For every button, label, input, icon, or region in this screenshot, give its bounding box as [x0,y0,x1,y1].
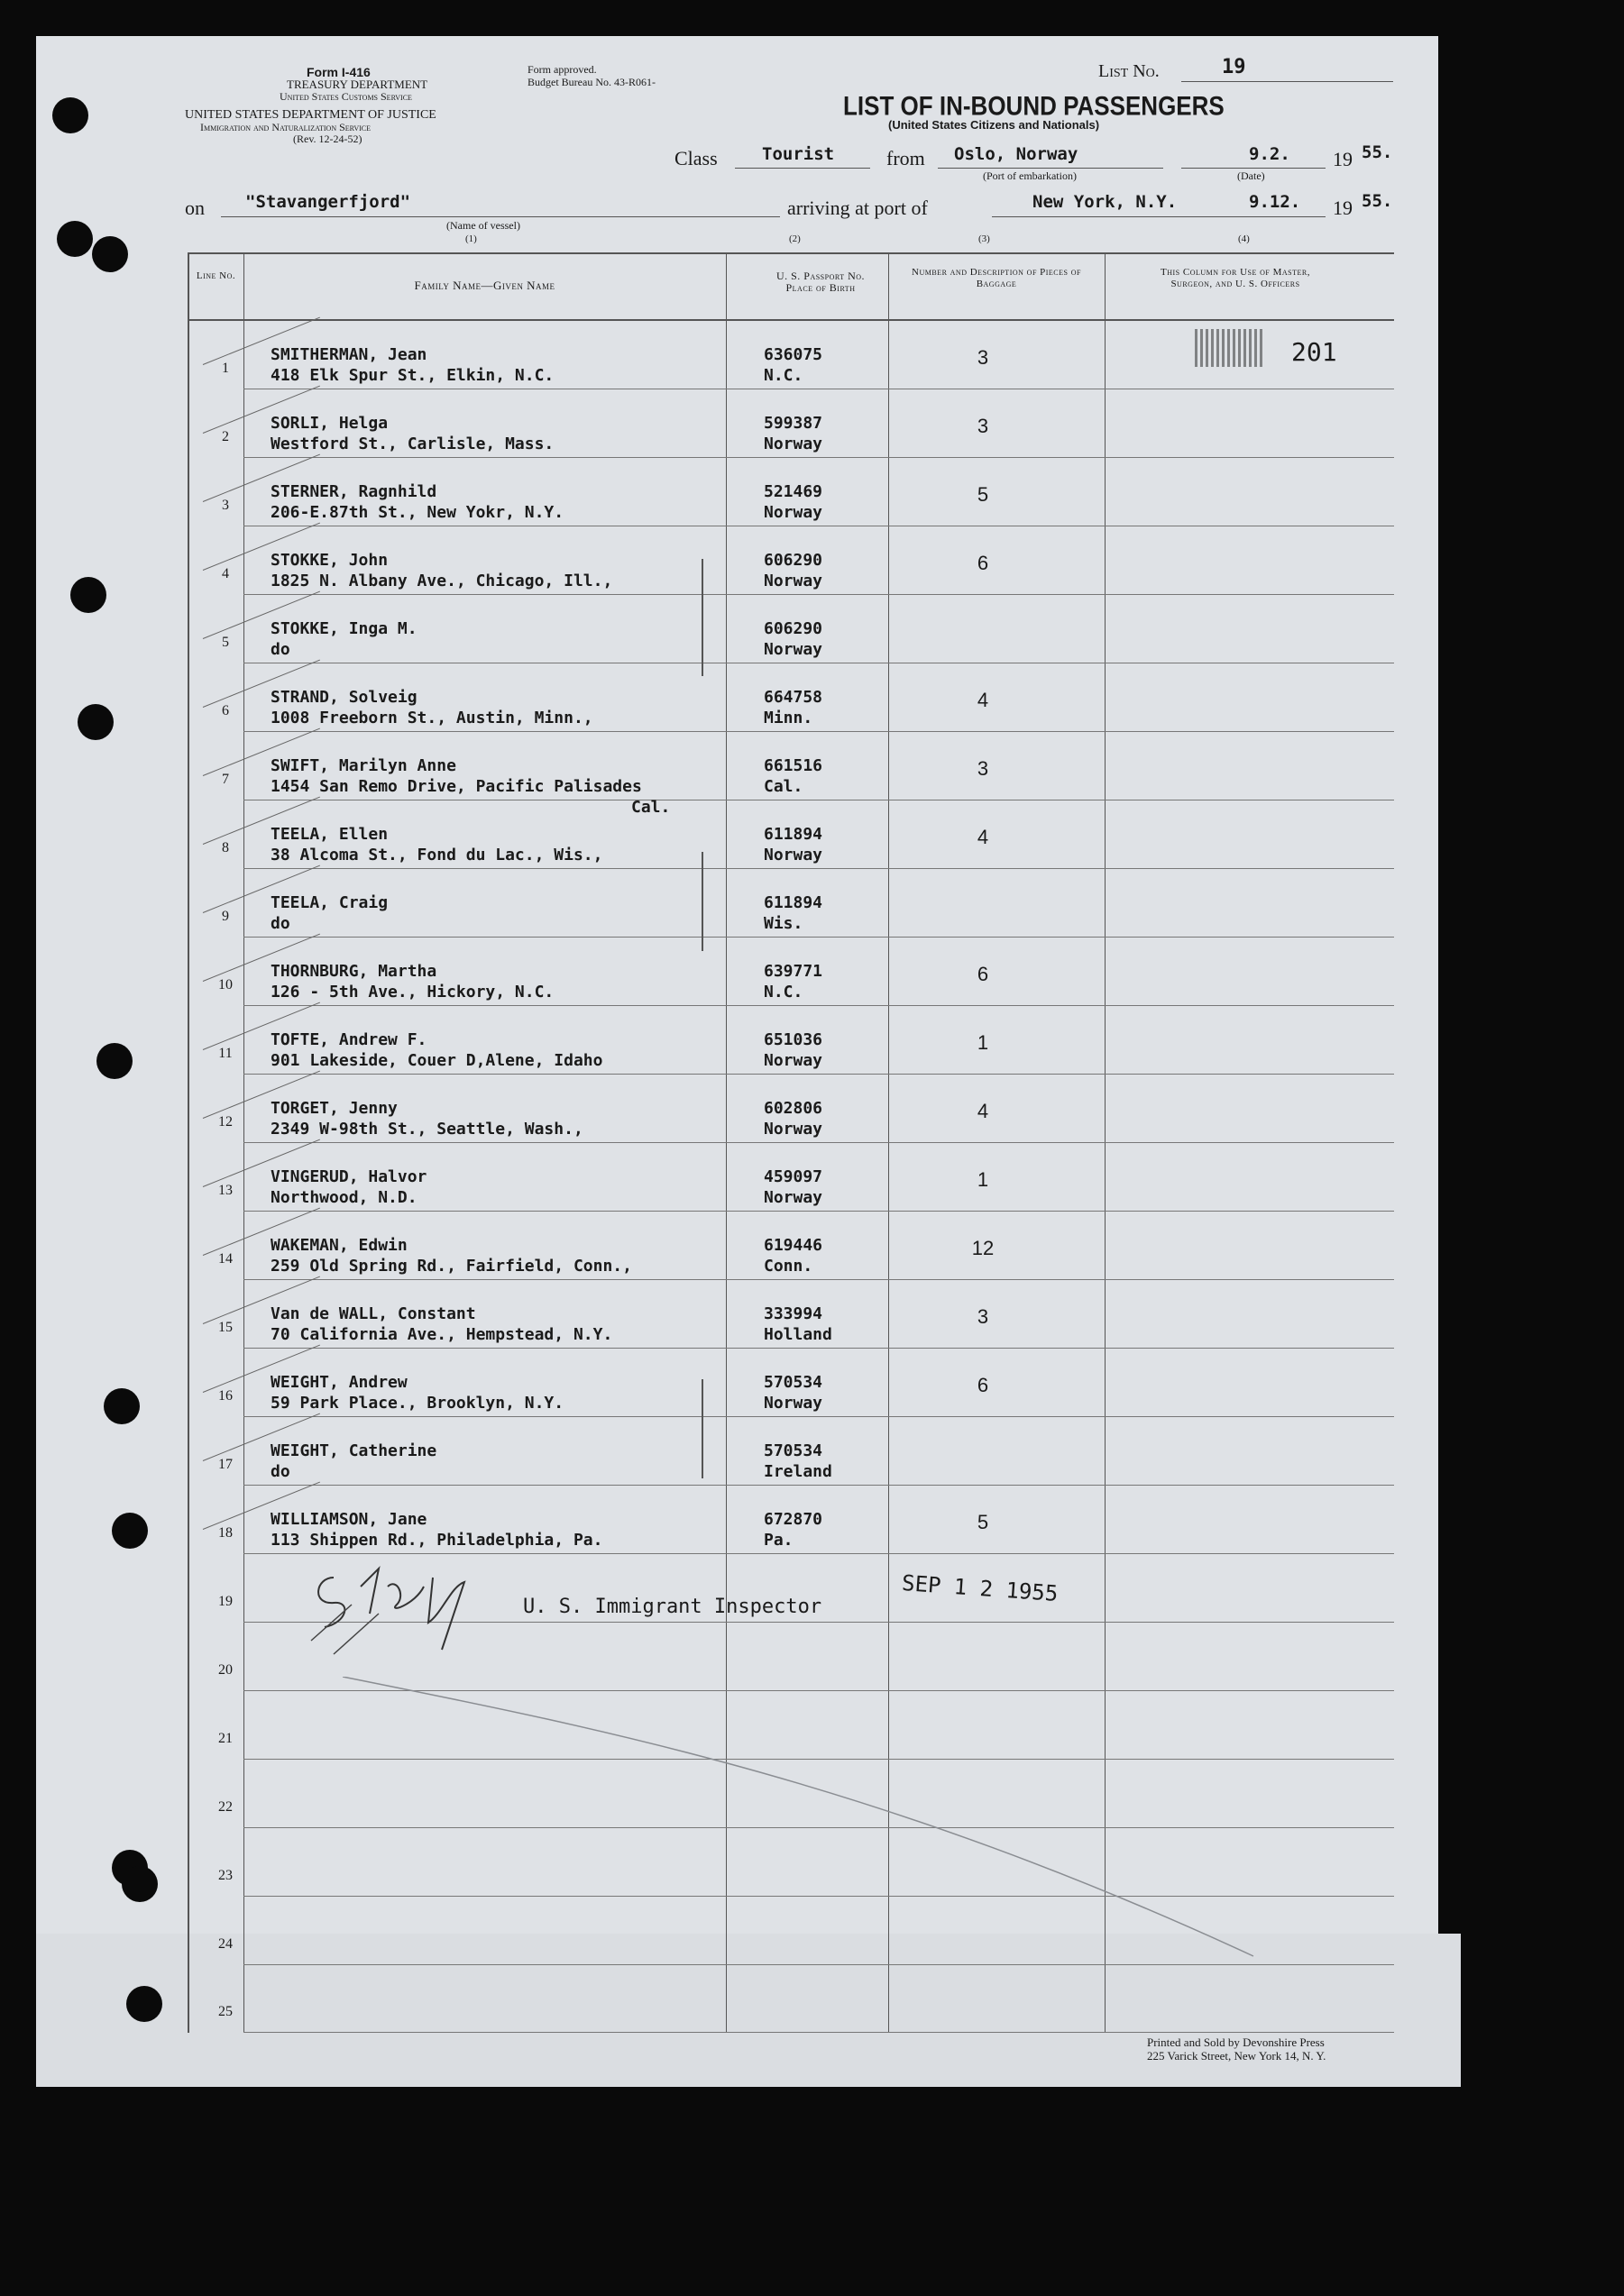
passenger-address-cont: Cal. [631,798,671,817]
caption-4: (4) [1238,233,1250,244]
baggage-count: 5 [977,483,989,506]
passenger-name: STERNER, Ragnhild [271,482,437,501]
baggage-count: 6 [977,963,989,985]
place-of-birth: N.C. [764,366,803,385]
row-separator [243,1005,1394,1006]
line-number: 24 [218,1936,233,1952]
line-number: 12 [218,1114,233,1130]
row-separator [243,1142,1394,1143]
passport-number: 611894 [764,825,823,844]
table-header-border [188,319,1394,321]
baggage-count: 3 [977,346,989,369]
passenger-name: STOKKE, Inga M. [271,619,417,638]
row-separator [243,731,1394,732]
arrival-port: New York, N.Y. [1032,192,1178,212]
line-number: 7 [222,772,229,787]
caption-3: (3) [978,233,990,244]
vessel-caption: (Name of vessel) [446,219,520,232]
place-of-birth: Holland [764,1325,832,1344]
binder-hole [70,577,106,613]
line-number: 19 [218,1594,233,1609]
binder-hole [122,1866,158,1902]
list-no-underline [1181,81,1393,82]
passenger-name: STRAND, Solveig [271,688,417,707]
row-separator [243,937,1394,938]
line-number: 13 [218,1183,233,1198]
baggage-count: 12 [971,1237,995,1259]
row-separator [243,1416,1394,1417]
budget-bureau: Budget Bureau No. 43-R061- [528,76,656,88]
row-separator [243,1485,1394,1486]
table-top-border [188,252,1394,254]
passenger-name: SWIFT, Marilyn Anne [271,756,456,775]
baggage-count: 3 [977,757,989,780]
place-of-birth: Norway [764,435,823,453]
place-of-birth: Norway [764,640,823,659]
passenger-address: 38 Alcoma St., Fond du Lac., Wis., [271,846,603,864]
line-number: 17 [218,1457,233,1472]
baggage-count: 1 [977,1031,989,1054]
binder-hole [52,97,88,133]
passenger-name: TORGET, Jenny [271,1099,398,1118]
place-of-birth: Pa. [764,1531,794,1550]
place-of-birth: N.C. [764,983,803,1002]
embark-caption: (Port of embarkation) [983,169,1077,182]
line-number: 5 [222,635,229,650]
form-number: Form I-416 [307,65,371,79]
form-subtitle: (United States Citizens and Nationals) [888,118,1100,132]
passenger-address: 2349 W-98th St., Seattle, Wash., [271,1120,583,1139]
officer-scrawl [1195,329,1262,367]
place-of-birth: Wis. [764,914,803,933]
place-of-birth: Norway [764,1051,823,1070]
baggage-count: 4 [977,826,989,848]
baggage-count: 5 [977,1511,989,1533]
line-number: 20 [218,1662,233,1678]
passenger-address: 1008 Freeborn St., Austin, Minn., [271,709,593,727]
passport-number: 333994 [764,1304,823,1323]
date-caption: (Date) [1237,169,1265,182]
passenger-name: VINGERUD, Halvor [271,1167,427,1186]
passport-number: 599387 [764,414,823,433]
arriving-label: arriving at port of [787,197,928,219]
passenger-address: 1825 N. Albany Ave., Chicago, Ill., [271,572,613,590]
passenger-address: 1454 San Remo Drive, Pacific Palisades [271,777,642,796]
passenger-address: 70 California Ave., Hempstead, N.Y. [271,1325,613,1344]
binder-hole [126,1986,162,2022]
list-no-value: 19 [1222,56,1246,78]
officer-mark: 201 [1291,337,1337,367]
row-separator [243,594,1394,595]
baggage-count: 6 [977,1374,989,1396]
passport-number: 636075 [764,345,823,364]
passenger-name: STOKKE, John [271,551,389,570]
passenger-address: Westford St., Carlisle, Mass. [271,435,555,453]
inspector-signature [298,1550,505,1677]
passport-number: 639771 [764,962,823,981]
passenger-name: WAKEMAN, Edwin [271,1236,408,1255]
arrival-date: 9.12. [1249,192,1301,212]
row-separator [243,457,1394,458]
line-number: 15 [218,1320,233,1335]
line-number: 25 [218,2004,233,2019]
embark-date: 9.2. [1249,144,1290,164]
passenger-address: 418 Elk Spur St., Elkin, N.C. [271,366,555,385]
ins-service: Immigration and Naturalization Service [200,121,372,133]
printer-line-2: 225 Varick Street, New York 14, N. Y. [1147,2049,1326,2063]
vessel-underline [221,216,780,217]
line-number: 16 [218,1388,233,1404]
row-separator [243,1279,1394,1280]
passenger-address: 113 Shippen Rd., Philadelphia, Pa. [271,1531,603,1550]
date-stamp: SEP 1 2 1955 [901,1569,1060,1607]
caption-1: (1) [465,233,477,244]
treasury-dept: TREASURY DEPARTMENT [287,78,428,91]
binder-hole [96,1043,133,1079]
binder-hole [78,704,114,740]
arrival-year-prefix: 19 [1333,197,1353,219]
family-bracket [702,559,703,676]
arrival-year: 55. [1362,191,1393,211]
on-label: on [185,197,205,219]
customs-service: United States Customs Service [280,90,412,103]
passenger-address: do [271,1462,290,1481]
passenger-name: TOFTE, Andrew F. [271,1030,427,1049]
binder-hole [57,221,93,257]
baggage-count: 3 [977,1305,989,1328]
passenger-address: 259 Old Spring Rd., Fairfield, Conn., [271,1257,632,1276]
passenger-name: THORNBURG, Martha [271,962,437,981]
baggage-count: 3 [977,415,989,437]
passenger-address: 206-E.87th St., New Yokr, N.Y. [271,503,564,522]
passport-number: 602806 [764,1099,823,1118]
passenger-address: 901 Lakeside, Couer D,Alene, Idaho [271,1051,603,1070]
place-of-birth: Minn. [764,709,813,727]
passenger-name: Van de WALL, Constant [271,1304,476,1323]
printer-line-1: Printed and Sold by Devonshire Press [1147,2035,1325,2049]
line-number: 6 [222,703,229,718]
row-separator [243,1348,1394,1349]
passenger-address: 59 Park Place., Brooklyn, N.Y. [271,1394,564,1413]
line-number: 18 [218,1525,233,1541]
line-number: 23 [218,1868,233,1883]
passport-number: 611894 [764,893,823,912]
table-left-border [188,252,189,2033]
class-value: Tourist [762,144,835,164]
binder-hole [112,1513,148,1549]
passenger-address: do [271,640,290,659]
passport-number: 651036 [764,1030,823,1049]
passenger-name: TEELA, Ellen [271,825,389,844]
class-label: Class [674,147,718,169]
line-number: 3 [222,498,229,513]
col-header-name: Family Name—Given Name [414,279,555,292]
row-separator [243,1211,1394,1212]
passenger-address: do [271,914,290,933]
passport-number: 606290 [764,619,823,638]
place-of-birth: Norway [764,572,823,590]
passport-number: 672870 [764,1510,823,1529]
embark-year-prefix: 19 [1333,148,1353,170]
passport-number: 606290 [764,551,823,570]
passenger-name: SMITHERMAN, Jean [271,345,427,364]
list-no-label: List No. [1098,61,1160,81]
baggage-count: 6 [977,552,989,574]
embark-port: Oslo, Norway [954,144,1078,164]
passenger-name: SORLI, Helga [271,414,389,433]
revision: (Rev. 12-24-52) [293,133,362,145]
line-number: 11 [218,1046,233,1061]
line-number: 8 [222,840,229,855]
embark-date-underline [1181,168,1326,169]
passport-number: 570534 [764,1373,823,1392]
passport-number: 459097 [764,1167,823,1186]
row-separator [243,2032,1394,2033]
form-approved: Form approved. [528,63,597,76]
place-of-birth: Norway [764,1120,823,1139]
passenger-name: TEELA, Craig [271,893,389,912]
passenger-name: WEIGHT, Andrew [271,1373,408,1392]
passport-number: 664758 [764,688,823,707]
form-title: LIST OF IN-BOUND PASSENGERS [843,89,1225,122]
place-of-birth: Norway [764,1188,823,1207]
line-number: 22 [218,1799,233,1815]
arrival-underline [992,216,1326,217]
family-bracket [702,1379,703,1478]
class-underline [735,168,870,169]
family-bracket [702,852,703,951]
place-of-birth: Ireland [764,1462,832,1481]
line-number: 1 [222,361,229,376]
line-number: 9 [222,909,229,924]
embark-year: 55. [1362,142,1393,162]
from-label: from [886,147,925,169]
line-number: 2 [222,429,229,444]
row-separator [243,1074,1394,1075]
binder-hole [104,1388,140,1424]
line-number: 21 [218,1731,233,1746]
passport-number: 521469 [764,482,823,501]
caption-2: (2) [789,233,801,244]
col-header-line: Line No. [196,270,236,281]
passenger-address: 126 - 5th Ave., Hickory, N.C. [271,983,555,1002]
baggage-count: 4 [977,1100,989,1122]
line-number: 10 [218,977,233,992]
passport-number: 661516 [764,756,823,775]
line-number: 4 [222,566,229,581]
baggage-count: 4 [977,689,989,711]
place-of-birth: Norway [764,503,823,522]
place-of-birth: Norway [764,1394,823,1413]
embark-underline [938,168,1163,169]
passenger-address: Northwood, N.D. [271,1188,417,1207]
col-header-passport: U. S. Passport No. Place of Birth [775,270,866,294]
vessel-name: "Stavangerfjord" [245,192,411,212]
col-header-officers: This Column for Use of Master, Surgeon, and U. S. Officers [1161,267,1310,289]
baggage-count: 1 [977,1168,989,1191]
justice-dept: UNITED STATES DEPARTMENT OF JUSTICE [185,108,436,122]
line-number: 14 [218,1251,233,1267]
passenger-name: WILLIAMSON, Jane [271,1510,427,1529]
place-of-birth: Cal. [764,777,803,796]
place-of-birth: Conn. [764,1257,813,1276]
passenger-name: WEIGHT, Catherine [271,1441,437,1460]
col-header-baggage: Number and Description of Pieces of Baggage [912,267,1081,289]
passport-number: 619446 [764,1236,823,1255]
inspector-title: U. S. Immigrant Inspector [523,1596,822,1618]
binder-hole [92,236,128,272]
pencil-cancel-line [343,1677,1262,1965]
passport-number: 570534 [764,1441,823,1460]
row-separator [243,868,1394,869]
place-of-birth: Norway [764,846,823,864]
